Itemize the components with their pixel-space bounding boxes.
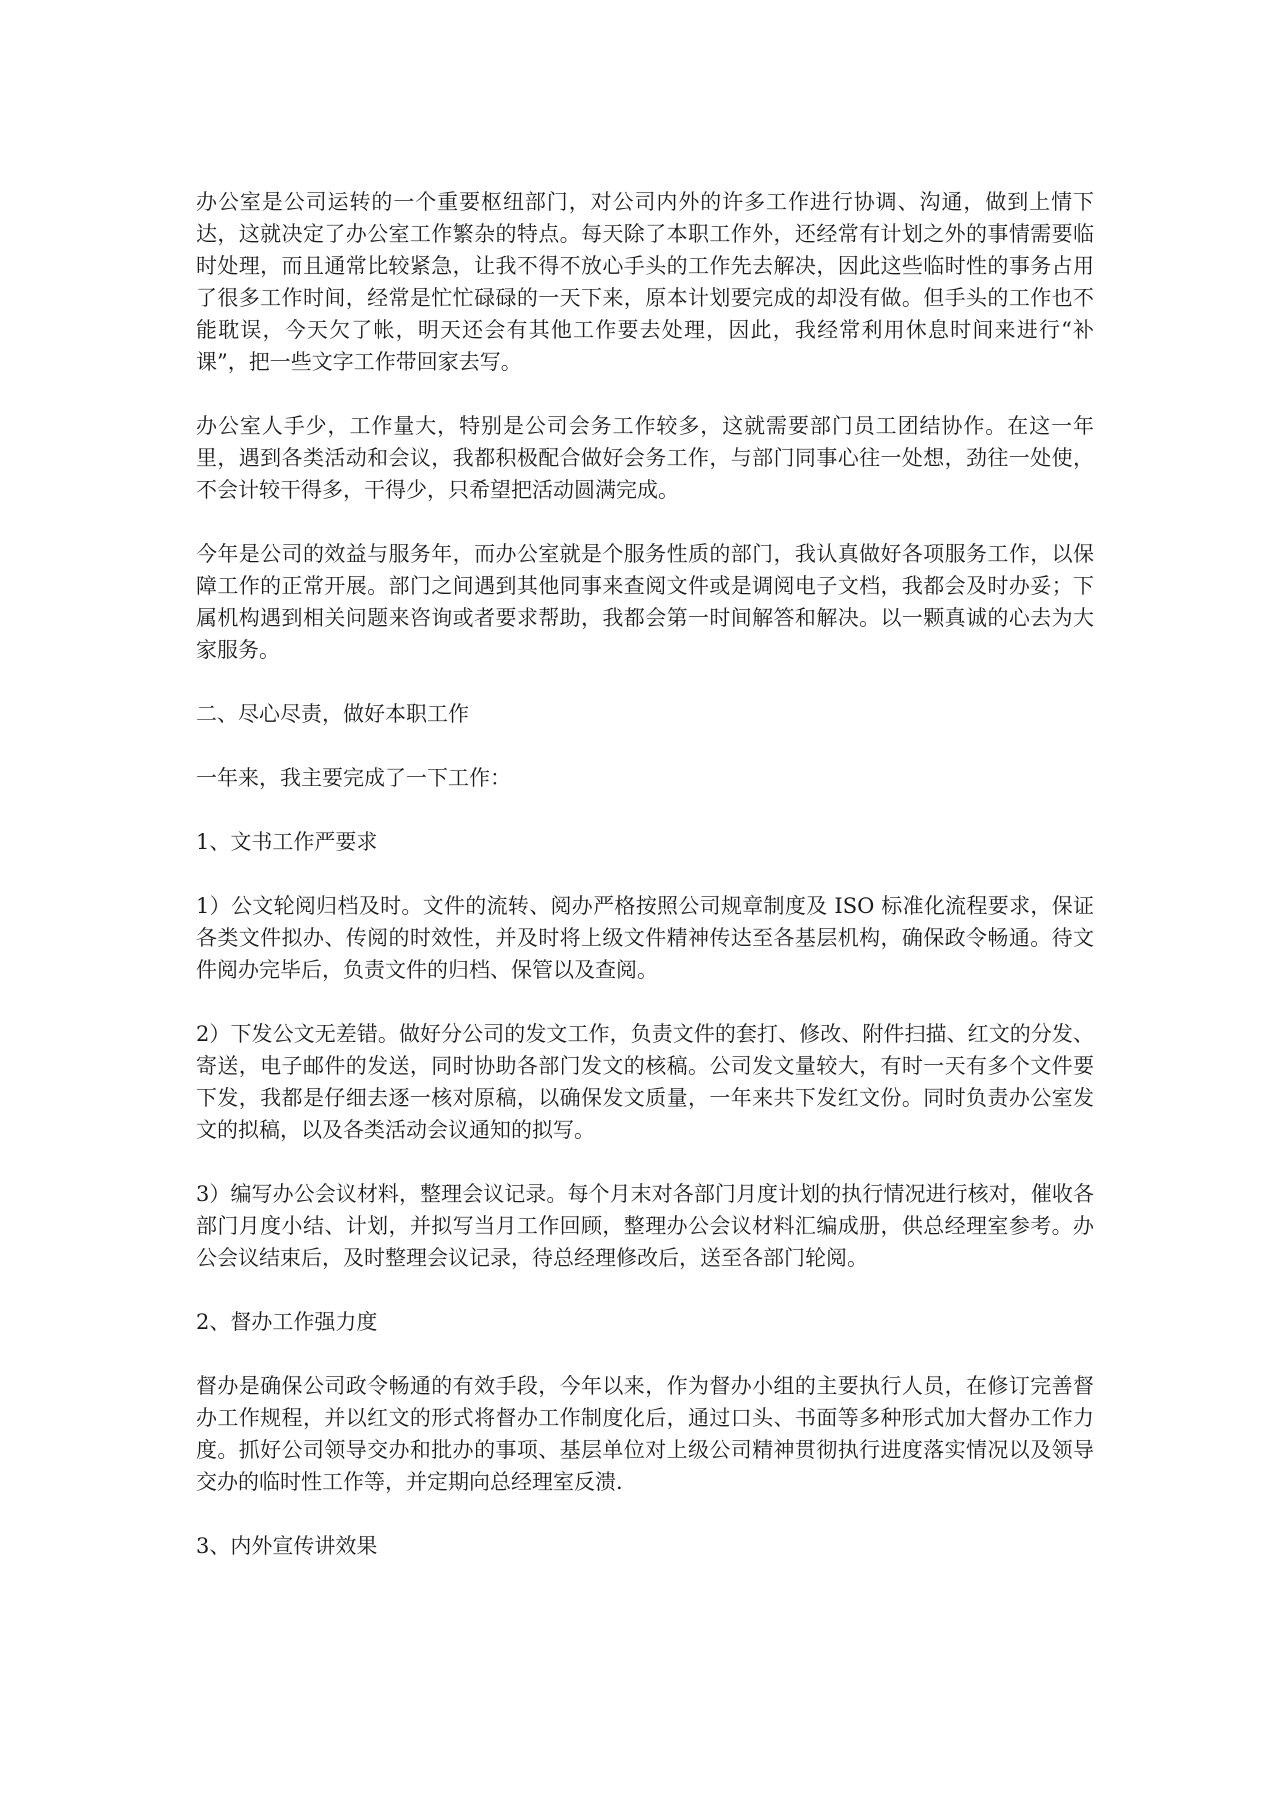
document-page xyxy=(196,186,1094,1594)
subheading-supervision: 2、督办工作强力度 xyxy=(196,1310,378,1334)
subheading-documents: 1、文书工作严要求 xyxy=(196,830,378,854)
section-heading-duty: 二、尽心尽责，做好本职工作 xyxy=(196,702,469,726)
paragraph-teamwork: 办公室人手少，工作量大，特别是公司会务工作较多，这就需要部门员工团结协作。在这一年里，遇到各类活动和会议，我都积极配合做好会务工作，与部门同事心往一处想，劲往一处使，不会计较干得多，干得少，只希望把活动圆满完成。 xyxy=(196,414,1094,502)
paragraph-meeting-materials: 3）编写办公会议材料，整理会议记录。每个月末对各部门月度计划的执行情况进行核对，催收各部门月度小结、计划，并拟写当月工作回顾，整理办公会议材料汇编成册，供总经理室参考。办公会议结束后，及时整理会议记录，待总经理修改后，送至各部门轮阅。 xyxy=(196,1182,1094,1270)
paragraph-year-summary: 一年来，我主要完成了一下工作： xyxy=(196,766,511,790)
subheading-publicity: 3、内外宣传讲效果 xyxy=(196,1534,378,1558)
paragraph-supervision: 督办是确保公司政令畅通的有效手段，今年以来，作为督办小组的主要执行人员，在修订完善督办工作规程，并以红文的形式将督办工作制度化后，通过口头、书面等多种形式加大督办工作力度。抓好公司领导交办和批办的事项、基层单位对上级公司精神贯彻执行进度落实情况以及领导交办的临时性工作等，并定期向总经理室反溃. xyxy=(196,1374,1094,1494)
paragraph-issue-docs: 2）下发公文无差错。做好分公司的发文工作，负责文件的套打、修改、附件扫描、红文的分发、寄送，电子邮件的发送，同时协助各部门发文的核稿。公司发文量较大，有时一天有多个文件要下发，我都是仔细去逐一核对原稿，以确保发文质量，一年来共下发红文份。同时负责办公室发文的拟稿，以及各类活动会议通知的拟写。 xyxy=(196,1022,1094,1142)
paragraph-office-hub: 办公室是公司运转的一个重要枢纽部门，对公司内外的许多工作进行协调、沟通，做到上情下达，这就决定了办公室工作繁杂的特点。每天除了本职工作外，还经常有计划之外的事情需要临时处理，而且通常比较紧急，让我不得不放心手头的工作先去解决，因此这些临时性的事务占用了很多工作时间，经常是忙忙碌碌的一天下来，原本计划要完成的却没有做。但手头的工作也不能耽误，今天欠了帐，明天还会有其他工作要去处理，因此，我经常利用休息时间来进行“补课”，把一些文字工作带回家去写。 xyxy=(196,190,1094,374)
paragraph-archive: 1）公文轮阅归档及时。文件的流转、阅办严格按照公司规章制度及 ISO 标准化流程要求，保证各类文件拟办、传阅的时效性，并及时将上级文件精神传达至各基层机构，确保政令畅通。待文件阅办完毕后，负责文件的归档、保管以及查阅。 xyxy=(196,894,1094,982)
paragraph-service-year: 今年是公司的效益与服务年，而办公室就是个服务性质的部门，我认真做好各项服务工作，以保障工作的正常开展。部门之间遇到其他同事来查阅文件或是调阅电子文档，我都会及时办妥；下属机构遇到相关问题来咨询或者要求帮助，我都会第一时间解答和解决。以一颗真诚的心去为大家服务。 xyxy=(196,542,1094,662)
